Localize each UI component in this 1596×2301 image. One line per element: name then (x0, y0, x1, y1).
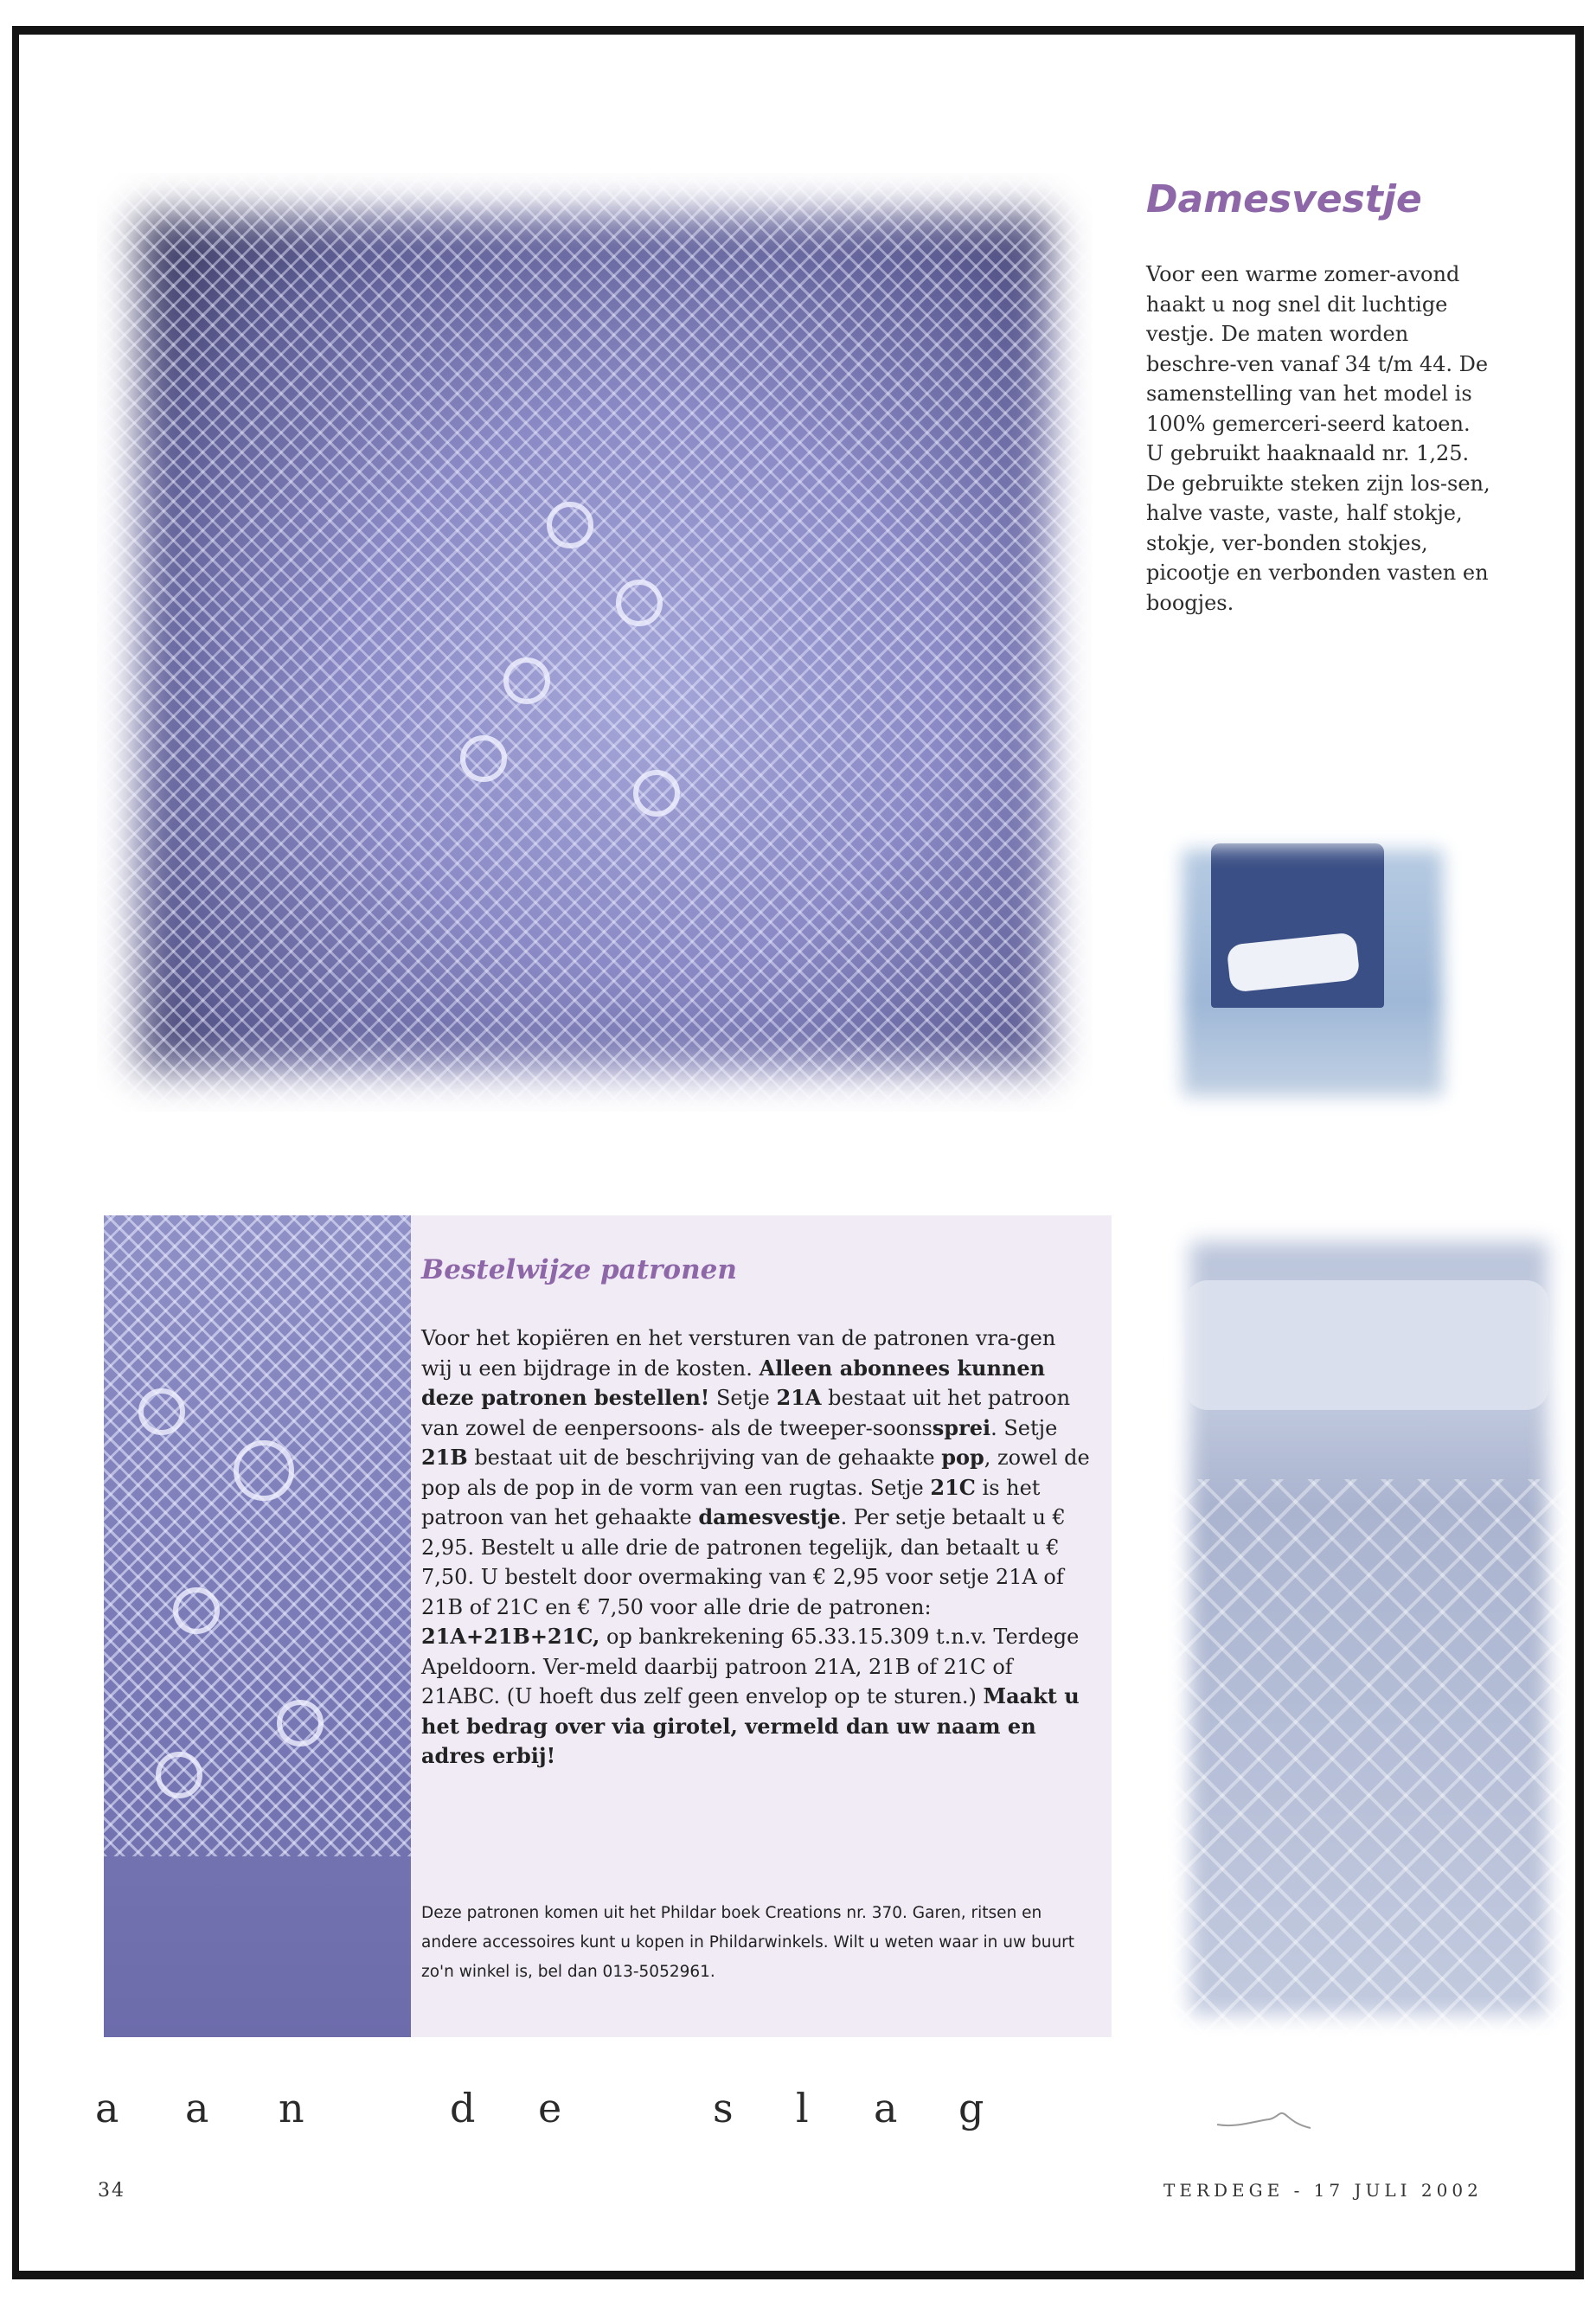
section-letter: a (95, 2085, 119, 2131)
order-text-bold: Alleen abonnees kunnen deze patronen bestellen! (421, 1355, 1046, 1410)
section-letter: g (958, 2085, 984, 2131)
order-text: bestaat uit de beschrijving van de gehaakte (467, 1445, 942, 1470)
section-letter: n (279, 2085, 304, 2131)
order-note: Deze patronen komen uit het Phildar boek Creations nr. 370. Garen, ritsen en andere accessoires kunt u kopen in Phildarwinkels. Wilt u weten waar in uw buurt zo'n winkel is, bel dan 013-5052961. (421, 1904, 1075, 1981)
order-text-bold: 21A+21B+21C, (421, 1624, 600, 1649)
crochet-flower-motif (277, 1700, 324, 1747)
page-number: 34 (98, 2180, 125, 2202)
bedspread-photo (1168, 1220, 1570, 2037)
crochet-flower-motif (156, 1752, 202, 1798)
order-text: bestaat uit het patroon van zowel de eenpersoons- als de tweeper-soons (421, 1386, 1071, 1440)
order-text: Setje (709, 1386, 777, 1410)
crochet-flower-motif (138, 1388, 185, 1435)
order-text-bold: pop (941, 1445, 984, 1470)
magazine-masthead: TERDEGE - 17 JULI 2002 (1163, 2180, 1483, 2201)
section-letter: s (713, 2085, 734, 2131)
order-text: . Setje (990, 1415, 1058, 1440)
order-text-bold: 21B (421, 1445, 468, 1470)
order-text: is het patroon van het gehaakte (421, 1475, 1041, 1529)
squiggle-ornament-icon (1215, 2102, 1315, 2137)
order-title: Bestelwijze patronen (421, 1254, 737, 1285)
order-text: op bankrekening 65.33.15.309 t.n.v. Terdege Apeldoorn. Ver-meld daarbij patroon 21A, 21B of 21C of 21ABC. (U hoeft dus zelf geen envelop op te sturen.) (421, 1625, 1080, 1708)
section-letter: a (185, 2085, 209, 2131)
photo-vignette (97, 173, 1092, 1112)
vest-photo (1163, 830, 1462, 1116)
section-letter: e (538, 2085, 562, 2131)
photo-vignette (1168, 1220, 1570, 2037)
order-text-bold: sprei (932, 1414, 991, 1440)
order-text: Voor het kopiëren en het versturen van de patronen vra-gen wij u een bijdrage in de kosten. (421, 1326, 1056, 1381)
section-letter: l (796, 2085, 809, 2131)
order-text-bold: Maakt u het bedrag over via girotel, vermeld dan uw naam en adres erbij! (421, 1683, 1080, 1768)
order-text-bold: 21A (776, 1385, 822, 1410)
order-text-bold: 21C (930, 1474, 976, 1500)
closeup-photo (104, 1215, 411, 2037)
article-title: Damesvestje (1146, 177, 1422, 221)
order-text: , zowel de pop als de pop in de vorm van een rugtas. Setje (421, 1445, 1090, 1500)
section-letter: a (874, 2085, 898, 2131)
article-intro: Voor een warme zomer-avond haakt u nog snel dit luchtige vestje. De maten worden beschre-ven vanaf 34 t/m 44. De samenstelling van het model is 100% gemerceri-seerd katoen. U gebruikt haaknaald nr. 1,25. De gebruikte steken zijn los-sen, halve vaste, vaste, half stokje, stokje, ver-bonden stokjes, picootje en verbonden vasten en boogjes. (1146, 262, 1490, 615)
crochet-mesh-texture (104, 1215, 411, 1856)
order-text-bold: damesvestje (698, 1504, 841, 1529)
section-label-aan-de-slag (95, 2085, 1047, 2145)
section-letter: d (450, 2085, 476, 2131)
crochet-flower-motif (234, 1440, 294, 1501)
order-info-box (411, 1215, 1112, 2037)
order-body (421, 1324, 1092, 1772)
photo-vignette (1163, 830, 1462, 1116)
cardigan-photo (97, 173, 1092, 1112)
order-text: . Per setje betaalt u € 2,95. Bestelt u alle drie de patronen tegelijk, dan betaalt u € 7,50. U bestelt door overmaking van € 2,95 voor setje 21A of 21B of 21C en € 7,50 voor alle drie de patronen: (421, 1505, 1066, 1619)
crochet-flower-motif (173, 1587, 220, 1634)
